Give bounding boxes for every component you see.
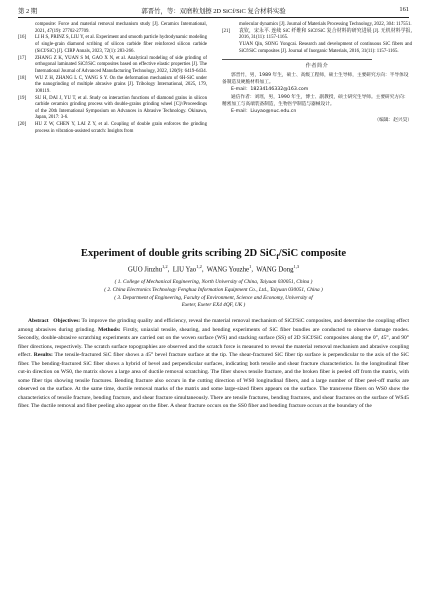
issue-number: 第 2 期 bbox=[18, 8, 38, 15]
reference-text: WU Z H, ZHANG L C, YANG S Y. On the deformation mechanism of 6H-SiC under the nanogrinding of multiple abrasive grains [J]. Tribology International, 2025, 179, 108119. bbox=[35, 75, 207, 94]
abstract-label: Abstract bbox=[28, 318, 49, 324]
right-reference-list bbox=[222, 22, 412, 56]
editor-note: （编辑：赵兴昊） bbox=[374, 118, 412, 124]
author-bio-2: 通信作者：刘瑶，男，1990 年生，博士、副教授，硕士研究生导师。主要研究方向：精密加工与高端装备制造，生物医学制造与器械设计。 bbox=[222, 94, 409, 107]
reference-text: ZHANG Z K, YUAN S M, GAO X N, et al. Analytical modeling of side grinding of orthogonal laminated SiCf/SiC composites based on effective elastic properties [J]. The International Journal of Advanced Manufacturing Technology, 2022, 120(9): 6419-6434. bbox=[35, 55, 207, 74]
results-label: Results: bbox=[33, 352, 53, 359]
reference-number bbox=[18, 22, 35, 35]
reference-text: molecular dynamics [J]. Journal of Materials Processing Technology, 2022, 304: 117551. bbox=[239, 22, 412, 27]
author-box-title: 作者简介 bbox=[305, 62, 329, 69]
reference-entry bbox=[222, 22, 412, 29]
reference-entry bbox=[18, 122, 207, 135]
results-text: The tensile-fractured SiC fiber shows a 45° bevel fracture surface at the tip. The shear-fractured SiC fiber tip surface is perpendicular to the axis of the SiC fiber. The bending-fractured SiC fiber shows a hybrid of bevel and perpendicular surfaces, indicating both tensile and shear fracture characteristics. In the longitudinal fiber cut-in direction on WS0, the matrix shows a large area of ductile removal scratching. The fiber shows tensile fracture, and the broken fiber is peeled off from the matrix, with some fiber tips showing tensile fractures. Bending fracture also occurs in the cutting direction of WS0 longitudinal fibers, and a large number of fiber peel-off marks are observed on the surface. At the same time, ductile removal marks of the matrix and some large-sized fibers appears on the surface. The transverse fibers on WS0 show the characteristics of tensile fracture, bending fracture, and shear fracture simultaneously. There are tensile fractures, bending fractures, and shear fractures on the surface of WS45 fiber. The ductile removal and fiber peeling also appear on the fiber. A shear fracture occurs on the SS0 fiber and bending fracture occurs at the boundary of the bbox=[18, 352, 410, 410]
reference-number bbox=[222, 22, 239, 29]
article-title: Experiment of double grits scribing 2D SiC$_f$/SiC composite bbox=[80, 248, 347, 262]
affiliation-2: ( 2. China Electronics Technology Fenghua Information Equipment Co., Ltd., Taiyuan 030051, China ) bbox=[104, 287, 323, 293]
reference-number: [17] bbox=[18, 55, 27, 61]
reference-text: HU Z W, CHEN Y, LAI Z Y, et al. Coupling of double grain enforces the grinding process in vibration-assisted scratch: Insights from bbox=[35, 122, 207, 134]
reference-text: YUAN Qin, SONG Yongcai. Research and development of continuous SiC fibers and SiCf/SiC composites [J]. Journal of Inorganic Materials, 2016, 31(11): 1157-1165. bbox=[239, 42, 412, 54]
author-bio-1: 郭晋竹，男，1989 年生，硕士、高级工程师，硕士生导师，主要研究方向：半导体设备制造及硬脆材料加工。 bbox=[222, 73, 409, 86]
methods-text: Firstly, uniaxial tensile, shearing, and bending experiments of SiC fiber bundles are conducted to observe damage modes. Secondly, double-abrasive scratching experiments are carried out on the woven surface (WS) and stacking surface (SS) of 2D SiCf/SiC composites along the 0°, 45°, and 90° fiber directions, respectively. The scratch surface topographies are observed and the scratch force is measured to reveal the material removal mechanism and abrasive coupling effect. bbox=[18, 326, 410, 359]
left-reference-column bbox=[18, 22, 207, 136]
affiliation-1: ( 1. College of Mechanical Engineering, North University of China, Taiyuan 030051, China ) bbox=[114, 279, 313, 285]
author-email-1: E-mail：18234146332@163.com bbox=[231, 87, 309, 93]
objectives-label: Objectives: bbox=[53, 318, 81, 324]
reference-text: 袁钦，宋永平. 连续 SiC 纤维和 SiCf/SiC 复合材料的研究进展 [J]. 无机材料学报, 2016, 31(11): 1157-1165. bbox=[239, 28, 412, 41]
divider bbox=[222, 59, 372, 60]
header-rule bbox=[18, 17, 409, 18]
reference-number: [19] bbox=[18, 95, 27, 101]
reference-entry bbox=[18, 56, 207, 76]
affiliation-3-cont: Exeter, Exeter EX4 4QF, UK ) bbox=[181, 302, 246, 308]
reference-number: [16] bbox=[18, 35, 27, 41]
article-authors: GUO Jinzhu$^{1,2}$, LIU Yao$^{1,2}$, WANG Youzhe$^1$, WANG Dong$^{1,3}$ bbox=[127, 264, 300, 274]
right-column bbox=[222, 22, 412, 125]
reference-text: LI H S, PRINZ S, LIU Y, et al. Experiment and smooth particle hydrodynamic modeling of single-grain diamond scribing of silicon carbide fiber reinforced silicon carbide (SiCf/SiC) [J]. CIRP Annals, 2023, 72(1): 283-266. bbox=[35, 35, 207, 54]
objectives-text: To improve the grinding quality and efficiency, reveal the material removal mechanism of SiCf/SiC composites, and determine the coupling effect among abrasives during grinding. bbox=[18, 318, 409, 333]
reference-entry bbox=[18, 22, 207, 35]
reference-number bbox=[222, 42, 239, 55]
reference-number: [18] bbox=[18, 75, 27, 81]
page-number: 161 bbox=[399, 6, 409, 13]
methods-label: Methods: bbox=[98, 326, 121, 333]
reference-entry bbox=[222, 42, 412, 55]
reference-number: [20] bbox=[18, 122, 27, 128]
reference-entry bbox=[222, 29, 412, 42]
reference-number: [21] bbox=[222, 28, 231, 34]
reference-entry bbox=[18, 96, 207, 122]
reference-text: composite: Force and material removal mechanism study [J]. Ceramics International, 2021, 47(19): 27702-27709. bbox=[35, 22, 207, 34]
reference-entry bbox=[18, 35, 207, 55]
reference-text: SU H, DAI J, YU T, et al. Study on interaction functions of diamond grains in silicon carbide ceramics grinding process with double-grains grinding wheel [C]//Proceedings of the 20th International Symposium on Advances in Abrasive Technology. Okinawa, Japan, 2017: 3-6. bbox=[35, 95, 207, 121]
abstract bbox=[18, 317, 409, 411]
running-title: 郭晋竹，等：双磨粒划擦 2D SiCf/SiC 复合材料实验 bbox=[141, 8, 286, 15]
author-email-2: E-mail：Liuyao@nuc.edu.cn bbox=[231, 109, 297, 115]
reference-entry bbox=[18, 76, 207, 96]
affiliation-3: ( 3. Department of Engineering, Faculty of Environment, Science and Economy, University of bbox=[114, 295, 313, 301]
